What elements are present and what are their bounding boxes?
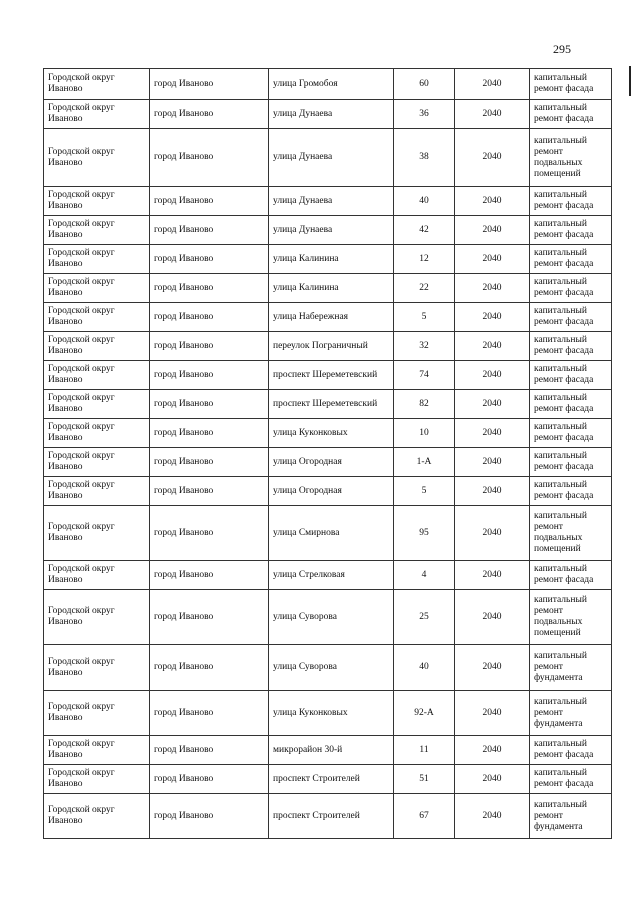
city-cell: город Иваново xyxy=(150,129,269,187)
repair-schedule-table xyxy=(43,68,612,839)
city-cell: город Иваново xyxy=(150,245,269,274)
work-type-cell: капитальный ремонт фасада xyxy=(530,477,612,506)
work-type-cell: капитальный ремонт фундамента xyxy=(530,794,612,839)
street-cell: улица Дунаева xyxy=(269,187,394,216)
work-type-cell: капитальный ремонт фасада xyxy=(530,187,612,216)
house-number-cell: 60 xyxy=(394,69,455,100)
city-cell: город Иваново xyxy=(150,765,269,794)
year-cell: 2040 xyxy=(455,274,530,303)
municipality-cell: Городской округ Иваново xyxy=(44,691,150,736)
work-type-cell: капитальный ремонт подвальных помещений xyxy=(530,506,612,561)
year-cell: 2040 xyxy=(455,561,530,590)
city-cell: город Иваново xyxy=(150,561,269,590)
house-number-cell: 25 xyxy=(394,590,455,645)
year-cell: 2040 xyxy=(455,69,530,100)
work-type-cell: капитальный ремонт фасада xyxy=(530,361,612,390)
year-cell: 2040 xyxy=(455,216,530,245)
year-cell: 2040 xyxy=(455,361,530,390)
city-cell: город Иваново xyxy=(150,477,269,506)
table-row xyxy=(44,245,612,274)
street-cell: улица Дунаева xyxy=(269,129,394,187)
work-type-cell: капитальный ремонт подвальных помещений xyxy=(530,129,612,187)
city-cell: город Иваново xyxy=(150,216,269,245)
house-number-cell: 1-А xyxy=(394,448,455,477)
work-type-cell: капитальный ремонт фасада xyxy=(530,390,612,419)
street-cell: улица Стрелковая xyxy=(269,561,394,590)
municipality-cell: Городской округ Иваново xyxy=(44,332,150,361)
street-cell: улица Огородная xyxy=(269,448,394,477)
work-type-cell: капитальный ремонт фасада xyxy=(530,332,612,361)
street-cell: улица Смирнова xyxy=(269,506,394,561)
table-row xyxy=(44,765,612,794)
year-cell: 2040 xyxy=(455,129,530,187)
table-row xyxy=(44,477,612,506)
work-type-cell: капитальный ремонт фундамента xyxy=(530,691,612,736)
house-number-cell: 5 xyxy=(394,477,455,506)
work-type-cell: капитальный ремонт фасада xyxy=(530,736,612,765)
work-type-cell: капитальный ремонт фасада xyxy=(530,274,612,303)
table-body xyxy=(44,69,612,839)
house-number-cell: 32 xyxy=(394,332,455,361)
table-row xyxy=(44,216,612,245)
table-row xyxy=(44,590,612,645)
work-type-cell: капитальный ремонт фасада xyxy=(530,216,612,245)
work-type-cell: капитальный ремонт фасада xyxy=(530,561,612,590)
table-row xyxy=(44,390,612,419)
municipality-cell: Городской округ Иваново xyxy=(44,794,150,839)
street-cell: улица Калинина xyxy=(269,245,394,274)
city-cell: город Иваново xyxy=(150,506,269,561)
house-number-cell: 82 xyxy=(394,390,455,419)
municipality-cell: Городской округ Иваново xyxy=(44,129,150,187)
city-cell: город Иваново xyxy=(150,69,269,100)
city-cell: город Иваново xyxy=(150,187,269,216)
house-number-cell: 10 xyxy=(394,419,455,448)
city-cell: город Иваново xyxy=(150,590,269,645)
municipality-cell: Городской округ Иваново xyxy=(44,303,150,332)
work-type-cell: капитальный ремонт фасада xyxy=(530,419,612,448)
city-cell: город Иваново xyxy=(150,691,269,736)
year-cell: 2040 xyxy=(455,245,530,274)
table-row xyxy=(44,100,612,129)
table-row xyxy=(44,187,612,216)
municipality-cell: Городской округ Иваново xyxy=(44,590,150,645)
year-cell: 2040 xyxy=(455,448,530,477)
year-cell: 2040 xyxy=(455,645,530,691)
house-number-cell: 5 xyxy=(394,303,455,332)
street-cell: проспект Строителей xyxy=(269,765,394,794)
house-number-cell: 92-А xyxy=(394,691,455,736)
street-cell: улица Огородная xyxy=(269,477,394,506)
house-number-cell: 40 xyxy=(394,187,455,216)
city-cell: город Иваново xyxy=(150,390,269,419)
work-type-cell: капитальный ремонт фасада xyxy=(530,765,612,794)
street-cell: улица Куконковых xyxy=(269,419,394,448)
house-number-cell: 51 xyxy=(394,765,455,794)
year-cell: 2040 xyxy=(455,506,530,561)
municipality-cell: Городской округ Иваново xyxy=(44,736,150,765)
table-row xyxy=(44,274,612,303)
house-number-cell: 36 xyxy=(394,100,455,129)
work-type-cell: капитальный ремонт фасада xyxy=(530,448,612,477)
city-cell: город Иваново xyxy=(150,419,269,448)
year-cell: 2040 xyxy=(455,736,530,765)
table-row xyxy=(44,645,612,691)
municipality-cell: Городской округ Иваново xyxy=(44,390,150,419)
street-cell: улица Дунаева xyxy=(269,100,394,129)
year-cell: 2040 xyxy=(455,794,530,839)
municipality-cell: Городской округ Иваново xyxy=(44,100,150,129)
year-cell: 2040 xyxy=(455,477,530,506)
city-cell: город Иваново xyxy=(150,448,269,477)
city-cell: город Иваново xyxy=(150,100,269,129)
table-row xyxy=(44,129,612,187)
city-cell: город Иваново xyxy=(150,645,269,691)
year-cell: 2040 xyxy=(455,765,530,794)
table-row xyxy=(44,361,612,390)
house-number-cell: 42 xyxy=(394,216,455,245)
municipality-cell: Городской округ Иваново xyxy=(44,216,150,245)
year-cell: 2040 xyxy=(455,691,530,736)
house-number-cell: 67 xyxy=(394,794,455,839)
street-cell: улица Суворова xyxy=(269,590,394,645)
house-number-cell: 95 xyxy=(394,506,455,561)
house-number-cell: 12 xyxy=(394,245,455,274)
street-cell: улица Дунаева xyxy=(269,216,394,245)
street-cell: улица Калинина xyxy=(269,274,394,303)
year-cell: 2040 xyxy=(455,100,530,129)
work-type-cell: капитальный ремонт фундамента xyxy=(530,645,612,691)
street-cell: проспект Шереметевский xyxy=(269,361,394,390)
municipality-cell: Городской округ Иваново xyxy=(44,274,150,303)
city-cell: город Иваново xyxy=(150,736,269,765)
city-cell: город Иваново xyxy=(150,332,269,361)
municipality-cell: Городской округ Иваново xyxy=(44,506,150,561)
municipality-cell: Городской округ Иваново xyxy=(44,187,150,216)
municipality-cell: Городской округ Иваново xyxy=(44,561,150,590)
table-row xyxy=(44,691,612,736)
municipality-cell: Городской округ Иваново xyxy=(44,245,150,274)
year-cell: 2040 xyxy=(455,390,530,419)
year-cell: 2040 xyxy=(455,303,530,332)
house-number-cell: 38 xyxy=(394,129,455,187)
street-cell: проспект Шереметевский xyxy=(269,390,394,419)
house-number-cell: 74 xyxy=(394,361,455,390)
street-cell: улица Набережная xyxy=(269,303,394,332)
municipality-cell: Городской округ Иваново xyxy=(44,419,150,448)
work-type-cell: капитальный ремонт фасада xyxy=(530,303,612,332)
street-cell: улица Суворова xyxy=(269,645,394,691)
municipality-cell: Городской округ Иваново xyxy=(44,448,150,477)
street-cell: микрорайон 30-й xyxy=(269,736,394,765)
table-row xyxy=(44,736,612,765)
table-row xyxy=(44,561,612,590)
work-type-cell: капитальный ремонт фасада xyxy=(530,245,612,274)
page-number: 295 xyxy=(553,42,571,56)
city-cell: город Иваново xyxy=(150,303,269,332)
house-number-cell: 40 xyxy=(394,645,455,691)
year-cell: 2040 xyxy=(455,419,530,448)
table-row xyxy=(44,332,612,361)
work-type-cell: капитальный ремонт подвальных помещений xyxy=(530,590,612,645)
year-cell: 2040 xyxy=(455,332,530,361)
city-cell: город Иваново xyxy=(150,274,269,303)
municipality-cell: Городской округ Иваново xyxy=(44,69,150,100)
house-number-cell: 11 xyxy=(394,736,455,765)
table-row xyxy=(44,419,612,448)
table-row xyxy=(44,303,612,332)
municipality-cell: Городской округ Иваново xyxy=(44,477,150,506)
table-row xyxy=(44,794,612,839)
city-cell: город Иваново xyxy=(150,794,269,839)
house-number-cell: 4 xyxy=(394,561,455,590)
city-cell: город Иваново xyxy=(150,361,269,390)
table-row xyxy=(44,506,612,561)
work-type-cell: капитальный ремонт фасада xyxy=(530,69,612,100)
street-cell: улица Громобоя xyxy=(269,69,394,100)
municipality-cell: Городской округ Иваново xyxy=(44,645,150,691)
page-edge-line xyxy=(629,66,631,96)
work-type-cell: капитальный ремонт фасада xyxy=(530,100,612,129)
year-cell: 2040 xyxy=(455,590,530,645)
table-row xyxy=(44,69,612,100)
municipality-cell: Городской округ Иваново xyxy=(44,765,150,794)
street-cell: проспект Строителей xyxy=(269,794,394,839)
municipality-cell: Городской округ Иваново xyxy=(44,361,150,390)
house-number-cell: 22 xyxy=(394,274,455,303)
street-cell: переулок Пограничный xyxy=(269,332,394,361)
street-cell: улица Куконковых xyxy=(269,691,394,736)
table-row xyxy=(44,448,612,477)
year-cell: 2040 xyxy=(455,187,530,216)
